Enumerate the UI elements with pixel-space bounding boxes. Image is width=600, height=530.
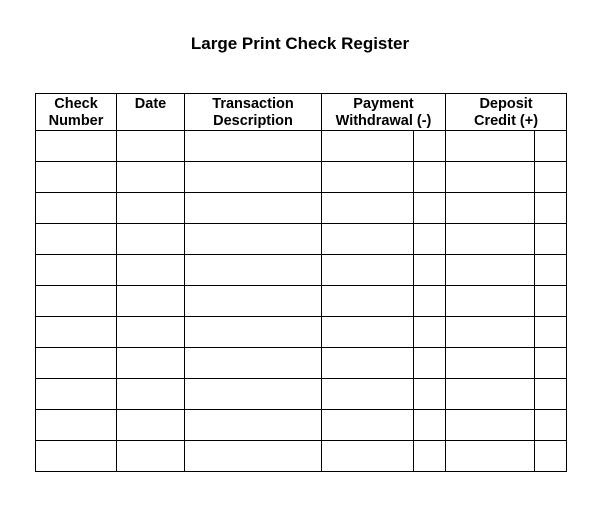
- cell-description[interactable]: [185, 224, 322, 255]
- table-row: [36, 348, 567, 379]
- header-transaction-description: [185, 94, 322, 131]
- cell-payment-dollars[interactable]: [322, 255, 414, 286]
- cell-check-number[interactable]: [36, 410, 117, 441]
- cell-check-number[interactable]: [36, 193, 117, 224]
- table-row: [36, 441, 567, 472]
- table-row: [36, 162, 567, 193]
- cell-description[interactable]: [185, 193, 322, 224]
- table-row: [36, 317, 567, 348]
- cell-date[interactable]: [117, 410, 185, 441]
- cell-payment-dollars[interactable]: [322, 348, 414, 379]
- cell-date[interactable]: [117, 224, 185, 255]
- header-description-line1: Transaction: [212, 96, 294, 112]
- cell-date[interactable]: [117, 348, 185, 379]
- cell-payment-dollars[interactable]: [322, 162, 414, 193]
- cell-deposit-cents[interactable]: [535, 379, 567, 410]
- register-table: [35, 93, 567, 472]
- table-row: [36, 131, 567, 162]
- cell-payment-cents[interactable]: [414, 286, 446, 317]
- cell-payment-cents[interactable]: [414, 317, 446, 348]
- cell-payment-dollars[interactable]: [322, 131, 414, 162]
- cell-check-number[interactable]: [36, 379, 117, 410]
- cell-deposit-cents[interactable]: [535, 410, 567, 441]
- cell-deposit-dollars[interactable]: [446, 224, 535, 255]
- cell-date[interactable]: [117, 379, 185, 410]
- cell-description[interactable]: [185, 379, 322, 410]
- header-date: [117, 94, 185, 131]
- header-deposit-line2: Credit (+): [474, 113, 539, 129]
- cell-deposit-dollars[interactable]: [446, 410, 535, 441]
- cell-deposit-cents[interactable]: [535, 162, 567, 193]
- header-payment-withdrawal: [322, 94, 446, 131]
- header-deposit-line1: Deposit: [479, 96, 533, 112]
- cell-deposit-dollars[interactable]: [446, 379, 535, 410]
- header-payment-line1: Payment: [353, 96, 414, 112]
- cell-date[interactable]: [117, 162, 185, 193]
- cell-payment-dollars[interactable]: [322, 317, 414, 348]
- cell-payment-cents[interactable]: [414, 379, 446, 410]
- table-row: [36, 379, 567, 410]
- table-row: [36, 286, 567, 317]
- cell-payment-cents[interactable]: [414, 348, 446, 379]
- table-row: [36, 193, 567, 224]
- cell-deposit-cents[interactable]: [535, 131, 567, 162]
- cell-description[interactable]: [185, 162, 322, 193]
- cell-deposit-dollars[interactable]: [446, 255, 535, 286]
- cell-deposit-dollars[interactable]: [446, 441, 535, 472]
- table-row: [36, 255, 567, 286]
- cell-payment-dollars[interactable]: [322, 193, 414, 224]
- cell-payment-dollars[interactable]: [322, 379, 414, 410]
- cell-payment-dollars[interactable]: [322, 441, 414, 472]
- header-row: [36, 94, 567, 131]
- header-check-number: [36, 94, 117, 131]
- cell-description[interactable]: [185, 131, 322, 162]
- cell-date[interactable]: [117, 441, 185, 472]
- cell-check-number[interactable]: [36, 255, 117, 286]
- cell-check-number[interactable]: [36, 441, 117, 472]
- cell-deposit-cents[interactable]: [535, 441, 567, 472]
- cell-description[interactable]: [185, 317, 322, 348]
- cell-payment-cents[interactable]: [414, 224, 446, 255]
- cell-payment-dollars[interactable]: [322, 286, 414, 317]
- header-payment-line2: Withdrawal (-): [335, 113, 432, 129]
- cell-description[interactable]: [185, 255, 322, 286]
- register-title: Large Print Check Register: [190, 34, 410, 53]
- cell-payment-cents[interactable]: [414, 410, 446, 441]
- table-row: [36, 410, 567, 441]
- cell-description[interactable]: [185, 348, 322, 379]
- header-description-line2: Description: [213, 113, 293, 129]
- cell-deposit-dollars[interactable]: [446, 286, 535, 317]
- header-check-number-line2: Number: [48, 113, 104, 129]
- cell-payment-cents[interactable]: [414, 255, 446, 286]
- table-row: [36, 224, 567, 255]
- cell-deposit-dollars[interactable]: [446, 193, 535, 224]
- cell-deposit-cents[interactable]: [535, 348, 567, 379]
- cell-check-number[interactable]: [36, 224, 117, 255]
- cell-payment-dollars[interactable]: [322, 410, 414, 441]
- cell-payment-cents[interactable]: [414, 162, 446, 193]
- cell-deposit-dollars[interactable]: [446, 162, 535, 193]
- cell-payment-cents[interactable]: [414, 193, 446, 224]
- cell-check-number[interactable]: [36, 131, 117, 162]
- cell-date[interactable]: [117, 131, 185, 162]
- cell-deposit-cents[interactable]: [535, 286, 567, 317]
- cell-payment-cents[interactable]: [414, 441, 446, 472]
- register-body: [36, 131, 567, 472]
- cell-deposit-dollars[interactable]: [446, 317, 535, 348]
- cell-deposit-cents[interactable]: [535, 193, 567, 224]
- cell-check-number[interactable]: [36, 348, 117, 379]
- cell-check-number[interactable]: [36, 162, 117, 193]
- cell-date[interactable]: [117, 317, 185, 348]
- header-date-line1: Date: [134, 96, 167, 112]
- cell-date[interactable]: [117, 193, 185, 224]
- cell-deposit-cents[interactable]: [535, 317, 567, 348]
- cell-deposit-cents[interactable]: [535, 224, 567, 255]
- cell-deposit-cents[interactable]: [535, 255, 567, 286]
- cell-payment-dollars[interactable]: [322, 224, 414, 255]
- cell-check-number[interactable]: [36, 317, 117, 348]
- cell-date[interactable]: [117, 286, 185, 317]
- cell-description[interactable]: [185, 441, 322, 472]
- header-check-number-line1: Check: [54, 96, 98, 112]
- cell-description[interactable]: [185, 286, 322, 317]
- cell-check-number[interactable]: [36, 286, 117, 317]
- cell-date[interactable]: [117, 255, 185, 286]
- header-deposit-credit: [446, 94, 567, 131]
- cell-description[interactable]: [185, 410, 322, 441]
- cell-deposit-dollars[interactable]: [446, 348, 535, 379]
- cell-deposit-dollars[interactable]: [446, 131, 535, 162]
- cell-payment-cents[interactable]: [414, 131, 446, 162]
